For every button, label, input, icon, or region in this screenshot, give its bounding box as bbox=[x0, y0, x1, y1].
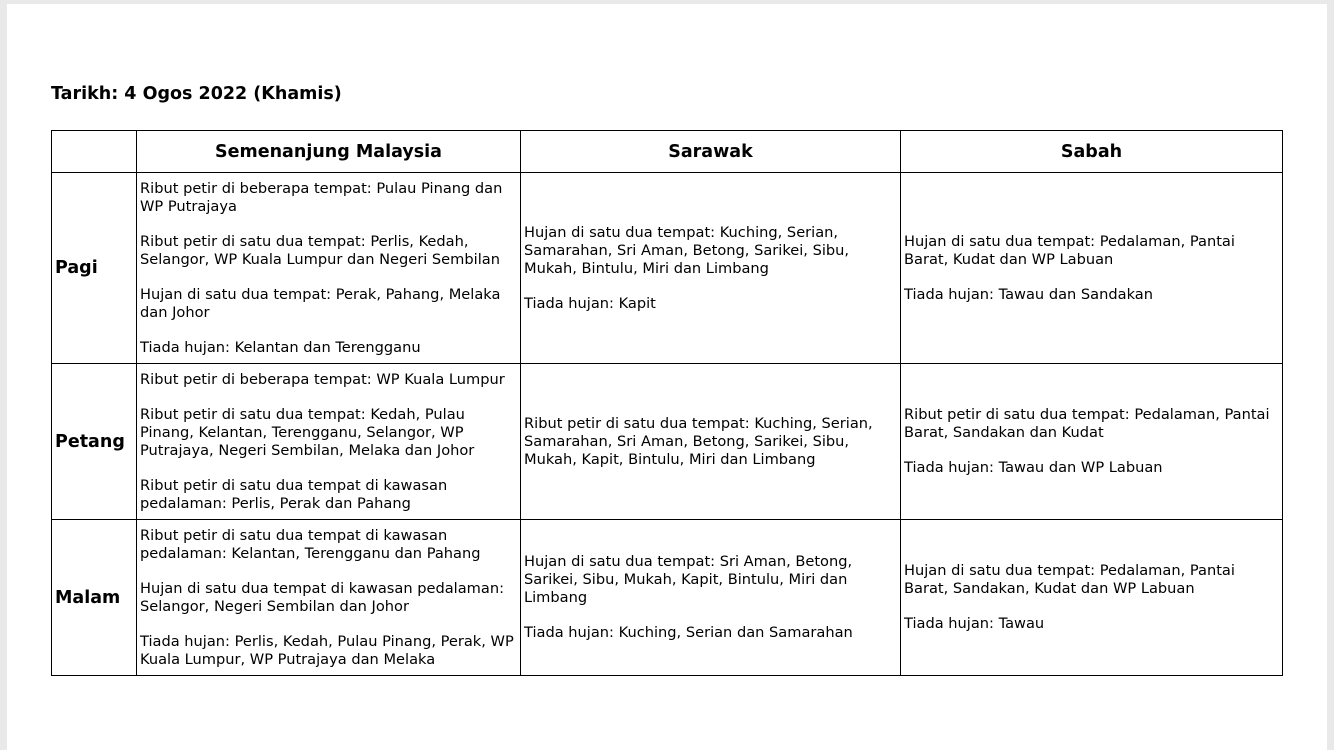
table-row-petang bbox=[52, 364, 1283, 520]
period-label: Petang bbox=[52, 364, 137, 520]
table-header-row bbox=[52, 131, 1283, 173]
forecast-text: Hujan di satu dua tempat: Pedalaman, Pantai Barat, Kudat dan WP Labuan bbox=[904, 232, 1235, 268]
table-row-pagi bbox=[52, 173, 1283, 364]
forecast-text: Ribut petir di satu dua tempat di kawasan pedalaman: Perlis, Perak dan Pahang bbox=[140, 476, 448, 512]
cell-sabah bbox=[901, 364, 1283, 520]
forecast-text: Tiada hujan: Kapit bbox=[524, 294, 656, 312]
forecast-text: Ribut petir di satu dua tempat: Perlis, Kedah, Selangor, WP Kuala Lumpur dan Negeri Sembilan bbox=[140, 232, 500, 268]
forecast-text: Ribut petir di satu dua tempat: Kedah, Pulau Pinang, Kelantan, Terengganu, Selangor, WP Putrajaya, Negeri Sembilan, Melaka dan Johor bbox=[140, 405, 475, 459]
forecast-text: Tiada hujan: Tawau dan WP Labuan bbox=[904, 459, 1163, 476]
cell-sabah bbox=[901, 173, 1283, 364]
cell-sarawak bbox=[521, 173, 901, 364]
forecast-table bbox=[51, 130, 1283, 676]
forecast-text: Hujan di satu dua tempat: Pedalaman, Pantai Barat, Sandakan, Kudat dan WP Labuan bbox=[904, 562, 1235, 597]
period-label: Pagi bbox=[52, 173, 137, 364]
forecast-text: Hujan di satu dua tempat: Sri Aman, Betong, Sarikei, Sibu, Mukah, Kapit, Bintulu, Miri dan Limbang bbox=[524, 553, 853, 606]
cell-semenanjung bbox=[137, 520, 521, 676]
forecast-text: Tiada hujan: Perlis, Kedah, Pulau Pinang, Perak, WP Kuala Lumpur, WP Putrajaya dan Melaka bbox=[140, 632, 514, 668]
page-title: Tarikh: 4 Ogos 2022 (Khamis) bbox=[51, 84, 342, 104]
cell-semenanjung bbox=[137, 364, 521, 520]
forecast-text: Tiada hujan: Kelantan dan Terengganu bbox=[140, 338, 421, 356]
forecast-text: Hujan di satu dua tempat: Kuching, Serian, Samarahan, Sri Aman, Betong, Sarikei, Sibu, Mukah, Bintulu, Miri dan Limbang bbox=[524, 223, 850, 277]
period-label: Malam bbox=[52, 520, 137, 676]
forecast-text: Ribut petir di beberapa tempat: Pulau Pinang dan WP Putrajaya bbox=[140, 179, 503, 215]
header-sarawak: Sarawak bbox=[521, 131, 901, 173]
forecast-text: Ribut petir di satu dua tempat: Pedalaman, Pantai Barat, Sandakan dan Kudat bbox=[904, 406, 1270, 441]
header-sabah: Sabah bbox=[901, 131, 1283, 173]
forecast-text: Tiada hujan: Tawau bbox=[904, 615, 1045, 632]
forecast-text: Tiada hujan: Kuching, Serian dan Samarahan bbox=[524, 624, 853, 641]
forecast-text: Ribut petir di satu dua tempat: Kuching, Serian, Samarahan, Sri Aman, Betong, Sarikei, Sibu, Mukah, Kapit, Bintulu, Miri dan Limbang bbox=[524, 414, 873, 468]
cell-sarawak bbox=[521, 364, 901, 520]
cell-sarawak bbox=[521, 520, 901, 676]
header-semenanjung: Semenanjung Malaysia bbox=[137, 131, 521, 173]
table-row-malam bbox=[52, 520, 1283, 676]
cell-semenanjung bbox=[137, 173, 521, 364]
forecast-text: Hujan di satu dua tempat: Perak, Pahang, Melaka dan Johor bbox=[140, 285, 501, 321]
forecast-text: Hujan di satu dua tempat di kawasan pedalaman: Selangor, Negeri Sembilan dan Johor bbox=[140, 579, 504, 615]
header-blank bbox=[52, 131, 137, 173]
forecast-text: Tiada hujan: Tawau dan Sandakan bbox=[904, 285, 1153, 303]
forecast-text: Ribut petir di satu dua tempat di kawasan pedalaman: Kelantan, Terengganu dan Pahang bbox=[140, 526, 481, 562]
cell-sabah bbox=[901, 520, 1283, 676]
forecast-text: Ribut petir di beberapa tempat: WP Kuala Lumpur bbox=[140, 370, 505, 388]
